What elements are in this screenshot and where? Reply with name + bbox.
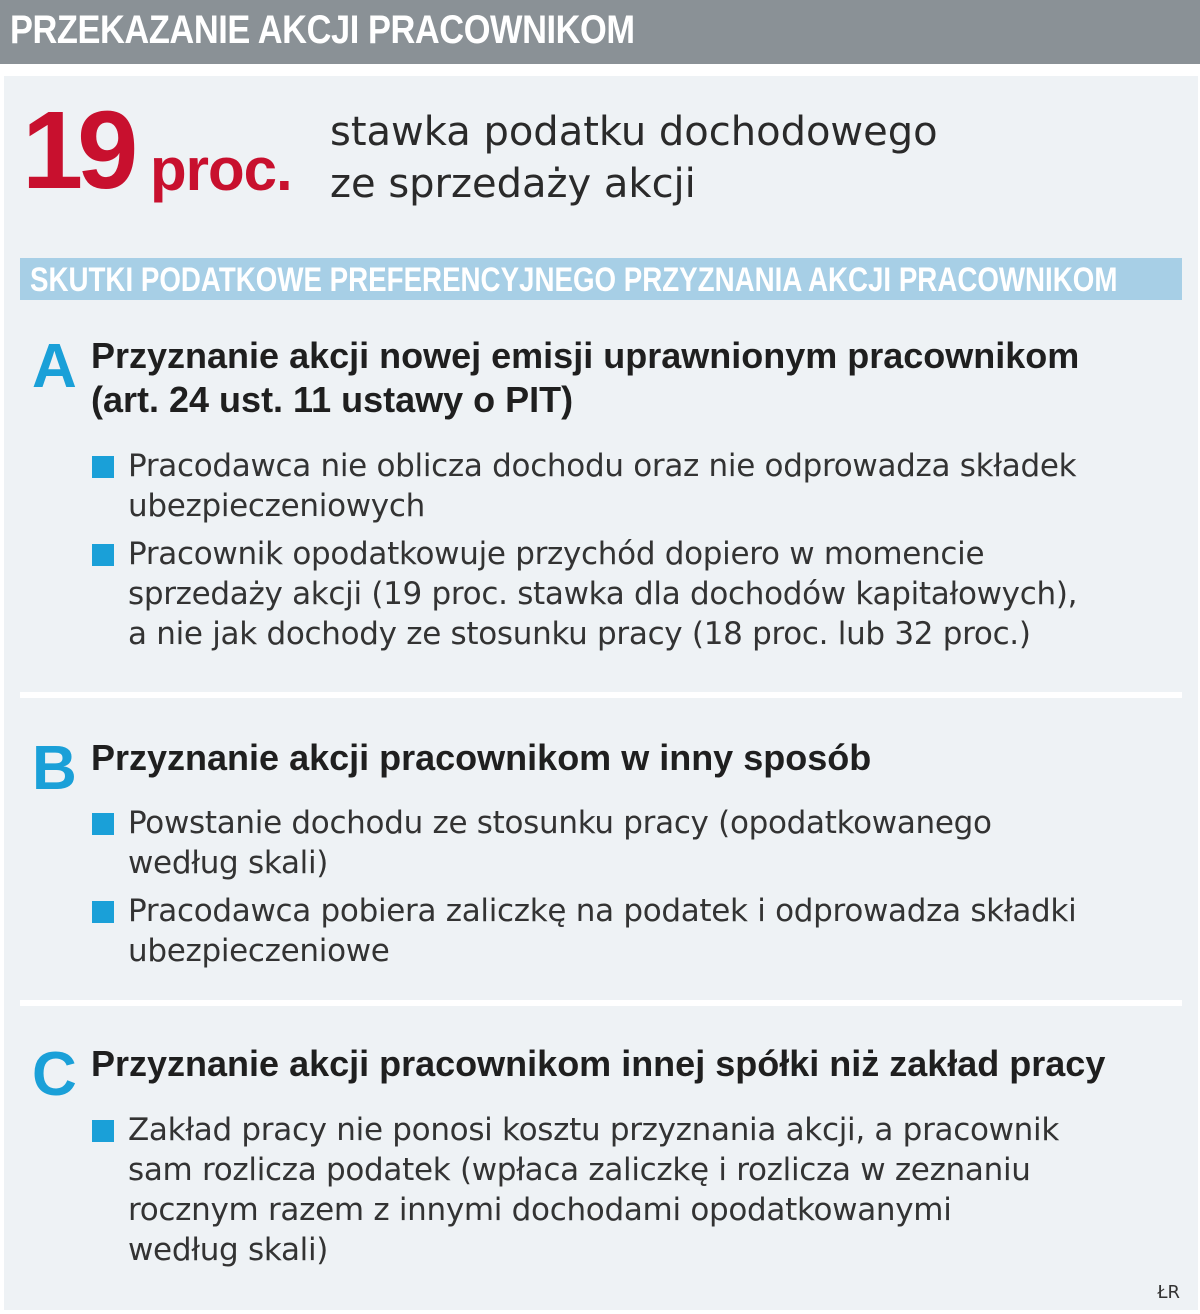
list-item-text: Pracodawca pobiera zaliczkę na podatek i odprowadza składki ubezpieczeniowe bbox=[128, 893, 1077, 969]
section-divider bbox=[20, 692, 1182, 698]
list-item-text: Zakład pracy nie ponosi kosztu przyznania akcji, a pracownik sam rozlicza podatek (wpłaca zaliczkę i rozlicza w zeznaniu rocznym razem z innymi dochodami opodatkowanymi według skali) bbox=[128, 1112, 1059, 1268]
highlight-description bbox=[330, 106, 938, 210]
section-b-title-line: Przyznanie akcji pracownikom w inny sposób bbox=[91, 737, 872, 778]
section-b-letter: B bbox=[32, 734, 77, 803]
section-c-letter: C bbox=[32, 1040, 77, 1109]
section-c-title-line: Przyznanie akcji pracownikom innej spółki niż zakład pracy bbox=[91, 1043, 1106, 1084]
bullet-square-icon bbox=[92, 901, 114, 923]
list-item bbox=[92, 803, 992, 883]
list-item bbox=[92, 1110, 1059, 1270]
list-item-text: Pracownik opodatkowuje przychód dopiero w momencie sprzedaży akcji (19 proc. stawka dla dochodów kapitałowych), a nie jak dochody ze stosunku pracy (18 proc. lub 32 proc.) bbox=[128, 536, 1078, 652]
highlight-description-line: ze sprzedaży akcji bbox=[330, 161, 696, 207]
page-title: PRZEKAZANIE AKCJI PRACOWNIKOM bbox=[10, 8, 635, 52]
highlight-description-line: stawka podatku dochodowego bbox=[330, 109, 938, 155]
list-item bbox=[92, 446, 1076, 526]
section-b-title bbox=[91, 736, 871, 780]
highlight-unit: proc. bbox=[150, 136, 292, 203]
section-a-title bbox=[91, 334, 1079, 422]
subheader-title: SKUTKI PODATKOWE PREFERENCYJNEGO PRZYZNANIA AKCJI PRACOWNIKOM bbox=[30, 261, 1118, 299]
author-signature: ŁR bbox=[1157, 1282, 1180, 1303]
highlight-number: 19 bbox=[22, 89, 133, 212]
bullet-square-icon bbox=[92, 813, 114, 835]
bullet-square-icon bbox=[92, 1120, 114, 1142]
section-divider bbox=[20, 1000, 1182, 1006]
section-a-letter: A bbox=[32, 332, 77, 401]
list-item-text: Powstanie dochodu ze stosunku pracy (opodatkowanego według skali) bbox=[128, 805, 992, 881]
section-a-title-line: Przyznanie akcji nowej emisji uprawnionym pracownikom bbox=[91, 335, 1080, 376]
list-item bbox=[92, 891, 1076, 971]
list-item bbox=[92, 534, 1077, 654]
list-item-text: Pracodawca nie oblicza dochodu oraz nie odprowadza składek ubezpieczeniowych bbox=[128, 448, 1077, 524]
bullet-square-icon bbox=[92, 544, 114, 566]
bullet-square-icon bbox=[92, 456, 114, 478]
section-c-title bbox=[91, 1042, 1105, 1086]
section-a-title-line: (art. 24 ust. 11 ustawy o PIT) bbox=[91, 379, 574, 420]
